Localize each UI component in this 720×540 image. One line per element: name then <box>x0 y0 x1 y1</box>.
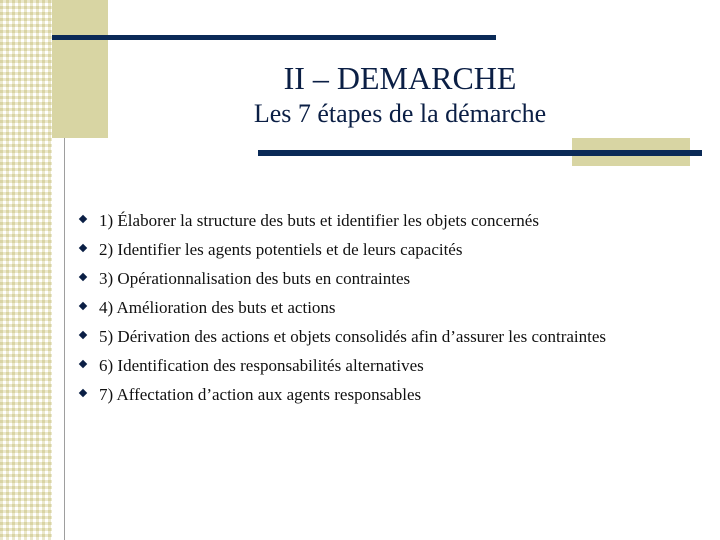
decorative-bar-top <box>52 35 496 40</box>
list-item-text: 4) Amélioration des buts et actions <box>99 298 336 317</box>
list-item <box>78 206 678 235</box>
list-item <box>78 293 678 322</box>
list-item-text: 1) Élaborer la structure des buts et identifier les objets concernés <box>99 211 539 230</box>
diamond-bullet-icon <box>79 244 87 252</box>
diamond-bullet-icon <box>79 360 87 368</box>
list-item-text: 7) Affectation d’action aux agents responsables <box>99 385 422 404</box>
decorative-block <box>52 0 108 138</box>
list-item-text: 6) Identification des responsabilités alternatives <box>99 356 424 375</box>
decorative-bar-bottom <box>258 150 702 156</box>
bullet-list <box>78 206 678 409</box>
diamond-bullet-icon <box>79 331 87 339</box>
diamond-bullet-icon <box>79 389 87 397</box>
slide-title: II – DEMARCHE <box>283 60 517 96</box>
diamond-bullet-icon <box>79 215 87 223</box>
list-item <box>78 380 678 409</box>
decorative-stripe-strip <box>0 0 52 540</box>
list-item-text: 3) Opérationnalisation des buts en contraintes <box>99 269 411 288</box>
list-item-text: 5) Dérivation des actions et objets consolidés afin d’assurer les contraintes <box>99 327 607 346</box>
list-item <box>78 322 678 351</box>
diamond-bullet-icon <box>79 273 87 281</box>
list-item <box>78 264 678 293</box>
list-item <box>78 351 678 380</box>
list-item <box>78 235 678 264</box>
slide-subtitle: Les 7 étapes de la démarche <box>253 99 547 128</box>
list-item-text: 2) Identifier les agents potentiels et de leurs capacités <box>99 240 463 259</box>
decorative-vertical-line <box>64 138 65 540</box>
diamond-bullet-icon <box>79 302 87 310</box>
